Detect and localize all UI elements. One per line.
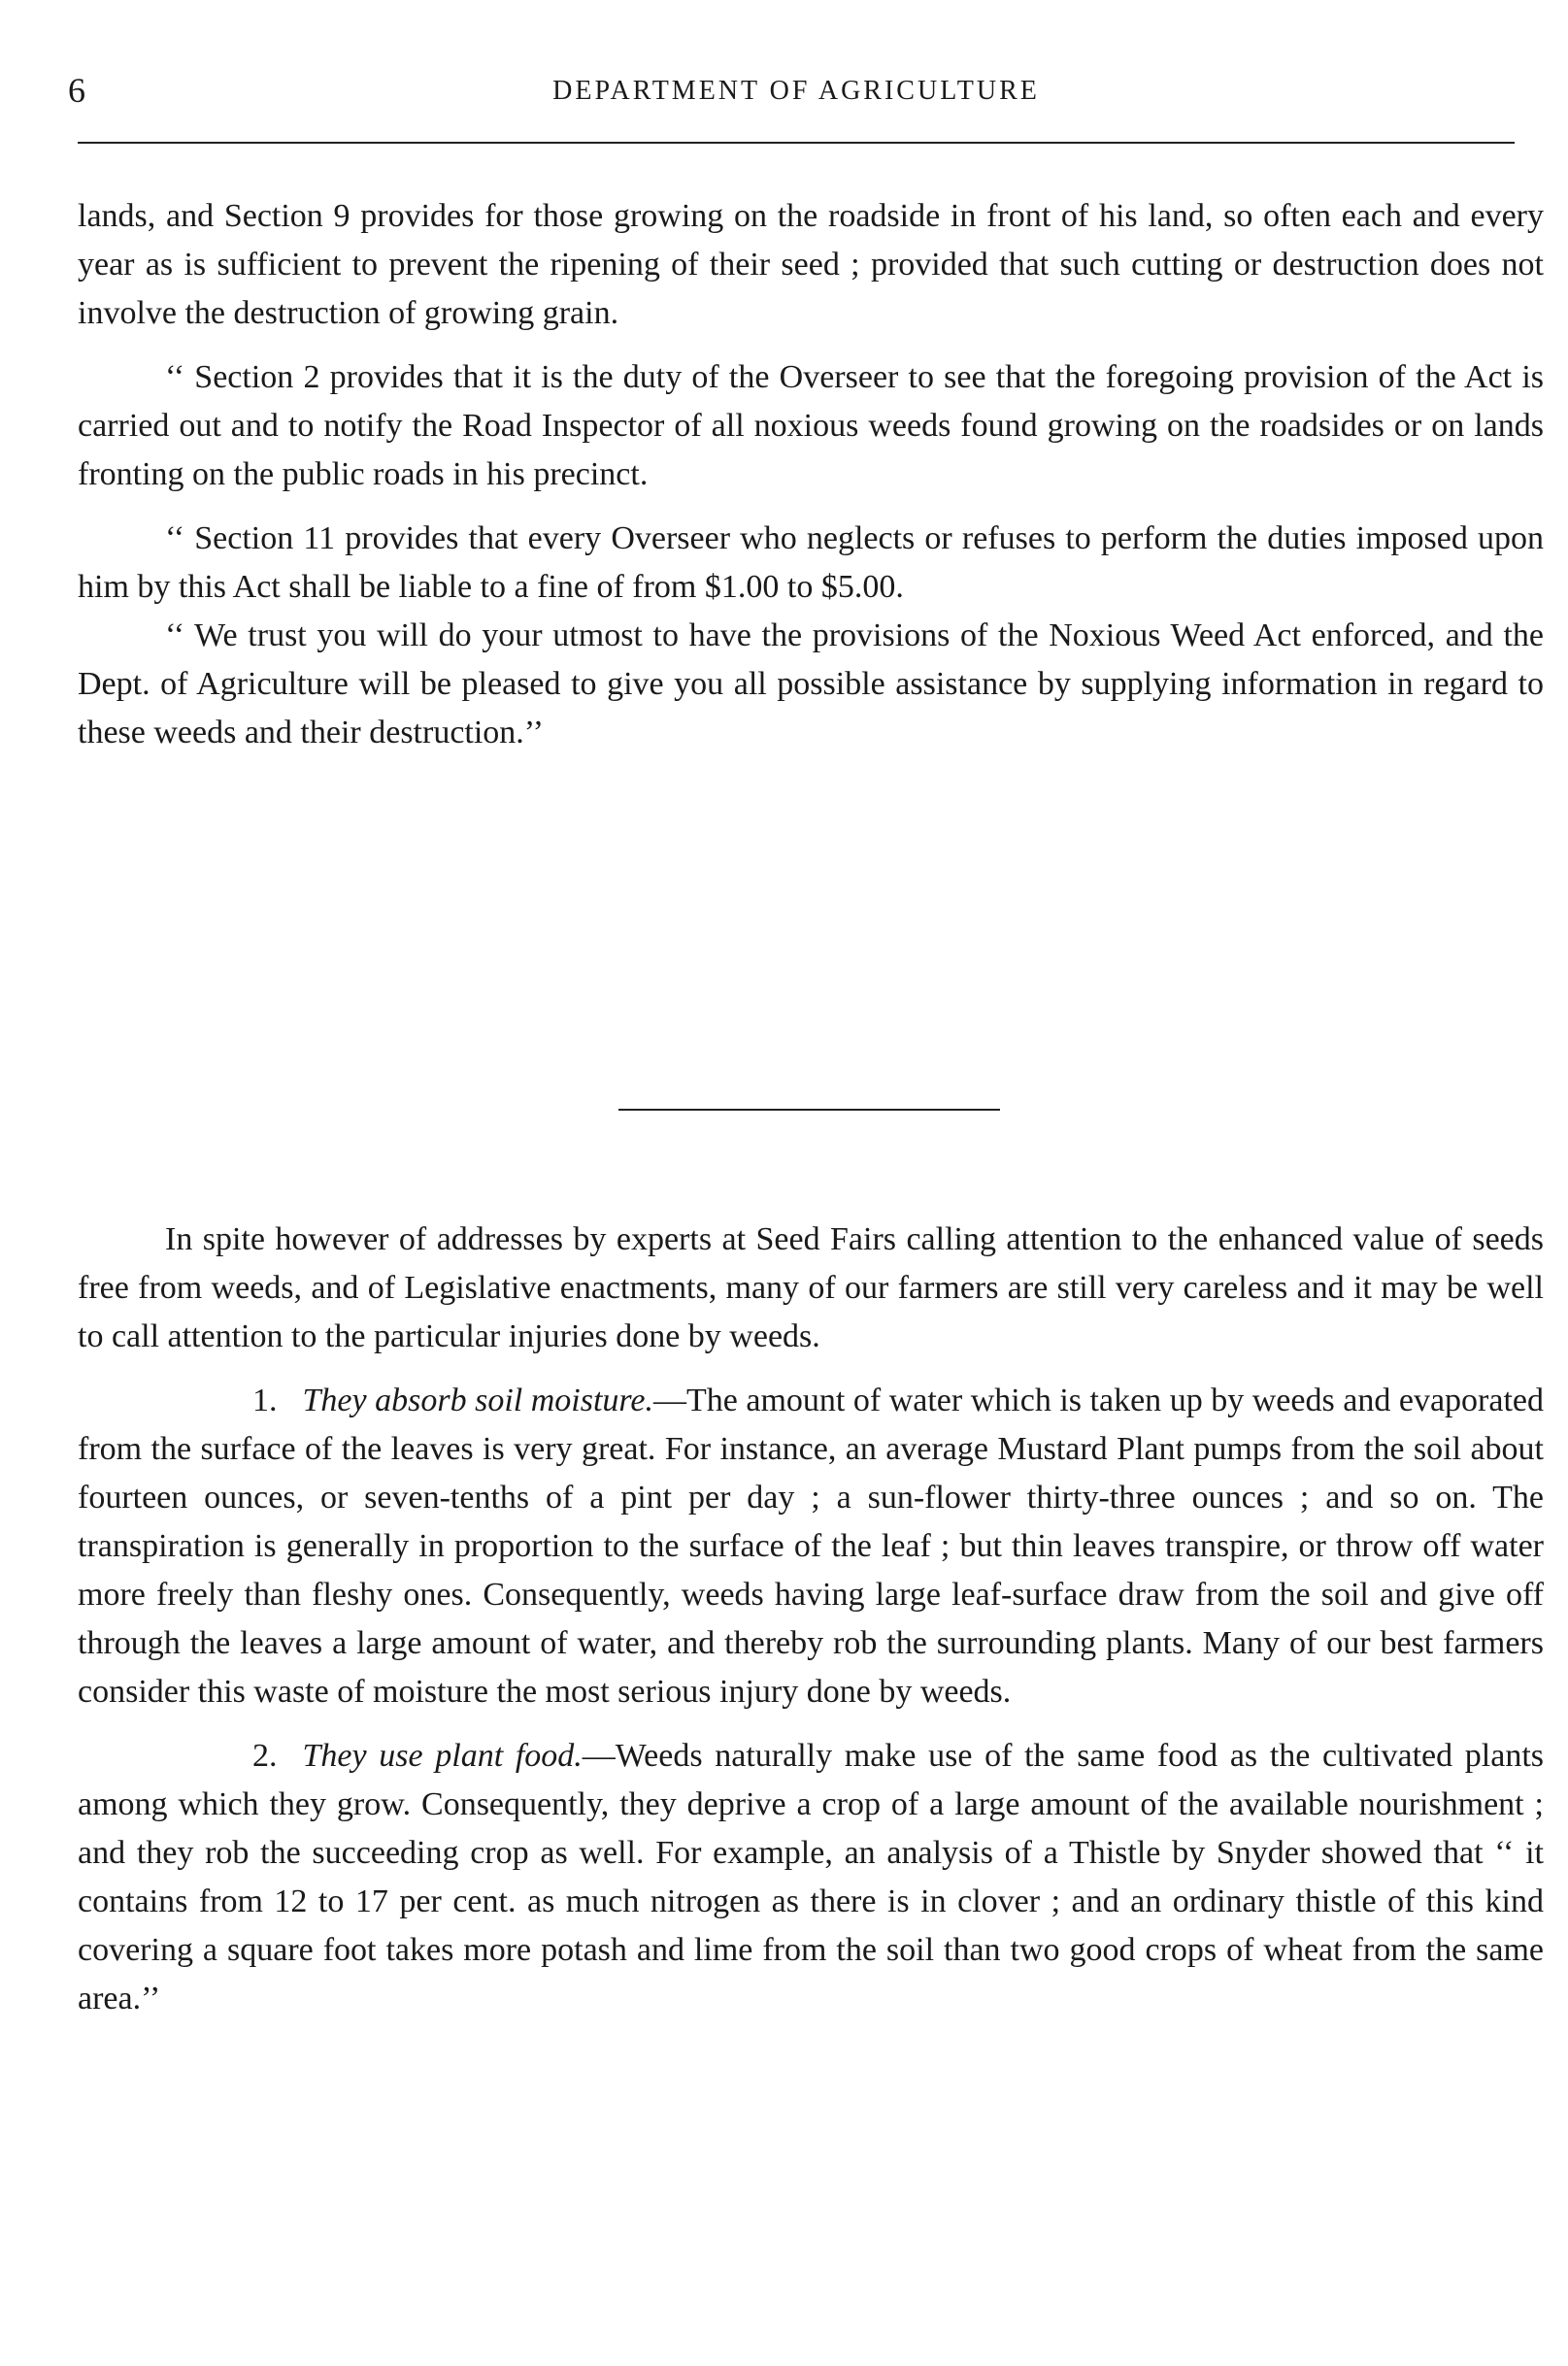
item-heading: They absorb soil moisture. xyxy=(302,1383,653,1418)
item-heading: They use plant food. xyxy=(302,1738,583,1774)
weed-injuries-section xyxy=(78,1216,1544,2023)
paragraph: ‘‘ We trust you will do your utmost to have the provisions of the Noxious Weed Act enforced, and the Dept. of Agriculture will be pleased to give you all possible assistance by supplying information in regard to these weeds and their destruction.’’ xyxy=(78,617,1544,750)
numbered-item xyxy=(78,1732,1544,2023)
item-number: 2. xyxy=(252,1738,278,1774)
numbered-item xyxy=(78,1377,1544,1716)
item-body: —The amount of water which is taken up by weeds and evaporated from the surface of the leaves is very great. For instance, an average Mustard Plant pumps from the soil about fourteen ounces, or seven-tenths of a pint per day ; a sun-flower thirty-three ounces ; and so on. The transpiration is generally in proportion to the surface of the leaf ; but thin leaves transpire, or throw off water more freely than fleshy ones. Consequently, weeds having large leaf-surface draw from the soil and give off through the leaves a large amount of water, and thereby rob the surrounding plants. Many of our best farmers consider this waste of moisture the most serious injury done by weeds. xyxy=(78,1383,1544,1710)
paragraph: ‘‘ Section 11 provides that every Overseer who neglects or refuses to perform the duties imposed upon him by this Act shall be liable to a fine of from $1.00 to $5.00. xyxy=(78,520,1544,605)
header-rule xyxy=(78,142,1515,144)
section-divider xyxy=(618,1109,1000,1111)
paragraph: lands, and Section 9 provides for those growing on the roadside in front of his land, so often each and every year as is sufficient to prevent the ripening of their seed ; provided that such cutting or destruction does not involve the destruction of growing grain. xyxy=(78,198,1544,331)
paragraph: ‘‘ Section 2 provides that it is the duty of the Overseer to see that the foregoing provision of the Act is carried out and to notify the Road Inspector of all noxious weeds found growing on the roadsides or on lands fronting on the public roads in his precinct. xyxy=(78,359,1544,492)
page-number: 6 xyxy=(68,71,85,110)
running-head: DEPARTMENT OF AGRICULTURE xyxy=(552,76,1040,106)
page-header xyxy=(68,70,1524,118)
intro-paragraph: In spite however of addresses by experts at Seed Fairs calling attention to the enhanced value of seeds free from weeds, and of Legislative enactments, many of our farmers are still very careless and it may be well to call attention to the particular injuries done by weeds. xyxy=(78,1221,1544,1354)
quoted-letter-section xyxy=(78,192,1544,757)
item-number: 1. xyxy=(252,1383,278,1418)
item-body: —Weeds naturally make use of the same food as the cultivated plants among which they grow. Consequently, they deprive a crop of a large amount of the available nourishment ; and they rob the succeeding crop as well. For example, an analysis of a Thistle by Snyder showed that ‘‘ it contains from 12 to 17 per cent. as much nitrogen as there is in clover ; and an ordinary thistle of this kind covering a square foot takes more potash and lime from the soil than two good crops of wheat from the same area.’’ xyxy=(78,1738,1544,2016)
